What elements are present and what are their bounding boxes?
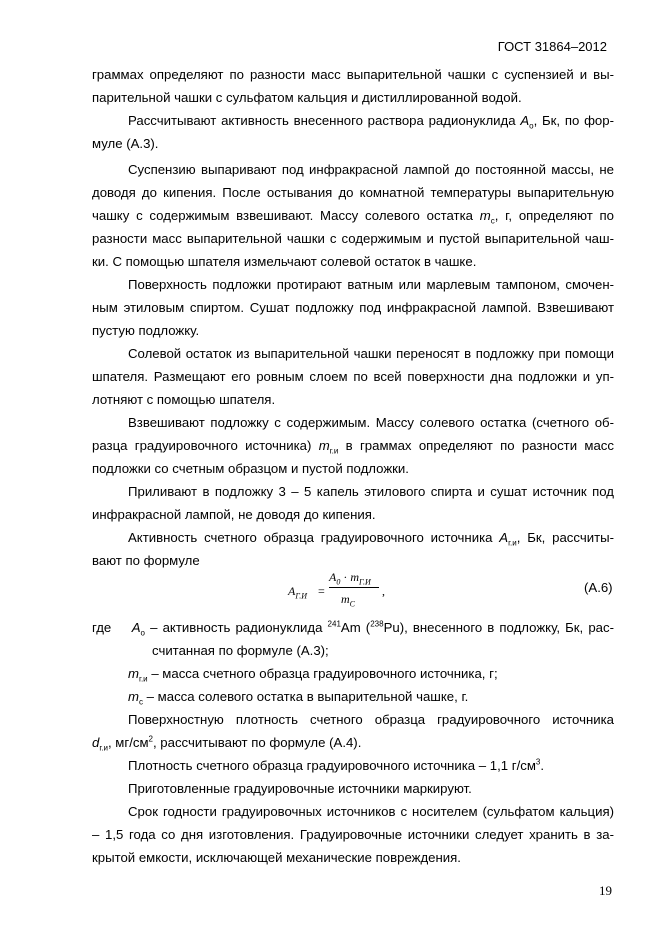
- where-line: $m_{г.и}$ – масса счетного образца градуировочного источника, г;: [128, 666, 498, 684]
- paragraph-line: Рассчитывают активность внесенного раствора радионуклида $A_о$, Бк, по фор-: [128, 113, 614, 131]
- document-header: ГОСТ 31864–2012: [497, 39, 607, 54]
- text-line: доводя до кипения. После остывания до комнатной температуры выпарительную: [92, 185, 614, 200]
- paragraph-line: Солевой остаток из выпарительной чашки переносят в подложку при помощи: [128, 346, 614, 361]
- where-line: где $A_о$ – активность радионуклида $^{241}$Am ($^{238}$Pu), внесенного в подложку, Бк, рас-: [92, 619, 614, 638]
- text-line: разности масс выпарительной чашки с содержимым и пустой выпарительной чаш-: [92, 231, 614, 246]
- paragraph-line: Активность счетного образца градуировочного источника $A_{г.и}$, Бк, рассчиты-: [128, 530, 614, 548]
- paragraph-line: Поверхностную плотность счетного образца градуировочного источника: [128, 712, 614, 727]
- page-number: 19: [599, 883, 612, 898]
- fraction-bar: [329, 587, 379, 588]
- text-line: инфракрасной лампой, не доводя до кипения.: [92, 507, 376, 522]
- equation-number: (А.6): [584, 580, 613, 595]
- text-line: чашку с содержимым взвешивают. Массу солевого остатка $m_с$, г, определяют по: [92, 208, 614, 226]
- text-line: – 1,5 года со дня изготовления. Градуировочные источники следует хранить в за-: [92, 827, 614, 842]
- paragraph-line: Суспензию выпаривают под инфракрасной лампой до постоянной массы, не: [128, 162, 614, 177]
- text-line: ным этиловым спиртом. Сушат подложку под инфракрасной лампой. Взвешивают: [92, 300, 614, 315]
- text-line: граммах определяют по разности масс выпарительной чашки с суспензией и вы-: [92, 67, 614, 82]
- text-line: парительной чашки с сульфатом кальция и дистиллированной водой.: [92, 90, 522, 105]
- paragraph-line: Взвешивают подложку с содержимым. Массу солевого остатка (счетного об-: [128, 415, 614, 430]
- text-line: $d_{г.и}$, $мг/см^2$, рассчитывают по формуле (А.4).: [92, 734, 362, 753]
- text-line: лотняют с помощью шпателя.: [92, 392, 276, 407]
- where-line: $m_с$ – масса солевого остатка в выпарительной чашке, г.: [128, 689, 469, 707]
- text-line: вают по формуле: [92, 553, 200, 568]
- paragraph-line: Поверхность подложки протирают ватным или марлевым тампоном, смочен-: [128, 277, 614, 292]
- text-line: крытой емкости, исключающей механические повреждения.: [92, 850, 461, 865]
- text-line: подложки со счетным образцом и пустой подложки.: [92, 461, 409, 476]
- paragraph-line: Срок годности градуировочных источников с носителем (сульфатом кальция): [128, 804, 614, 819]
- text-line: муле (А.3).: [92, 136, 159, 151]
- text-line: пустую подложку.: [92, 323, 200, 338]
- where-line: считанная по формуле (А.3);: [152, 643, 329, 658]
- text-line: разца градуировочного источника) $m_{г.и}$ в граммах определяют по разности масс: [92, 438, 614, 456]
- paragraph-line: Приливают в подложку 3 – 5 капель этилового спирта и сушат источник под: [128, 484, 614, 499]
- text-line: шпателя. Размещают его ровным слоем по всей поверхности дна подложки и уп-: [92, 369, 614, 384]
- paragraph-line: Плотность счетного образца градуировочного источника – 1,1 $г/см^3$.: [128, 757, 545, 773]
- paragraph-line: Приготовленные градуировочные источники маркируют.: [128, 781, 472, 796]
- text-line: ки. С помощью шпателя измельчают солевой остаток в чашке.: [92, 254, 477, 269]
